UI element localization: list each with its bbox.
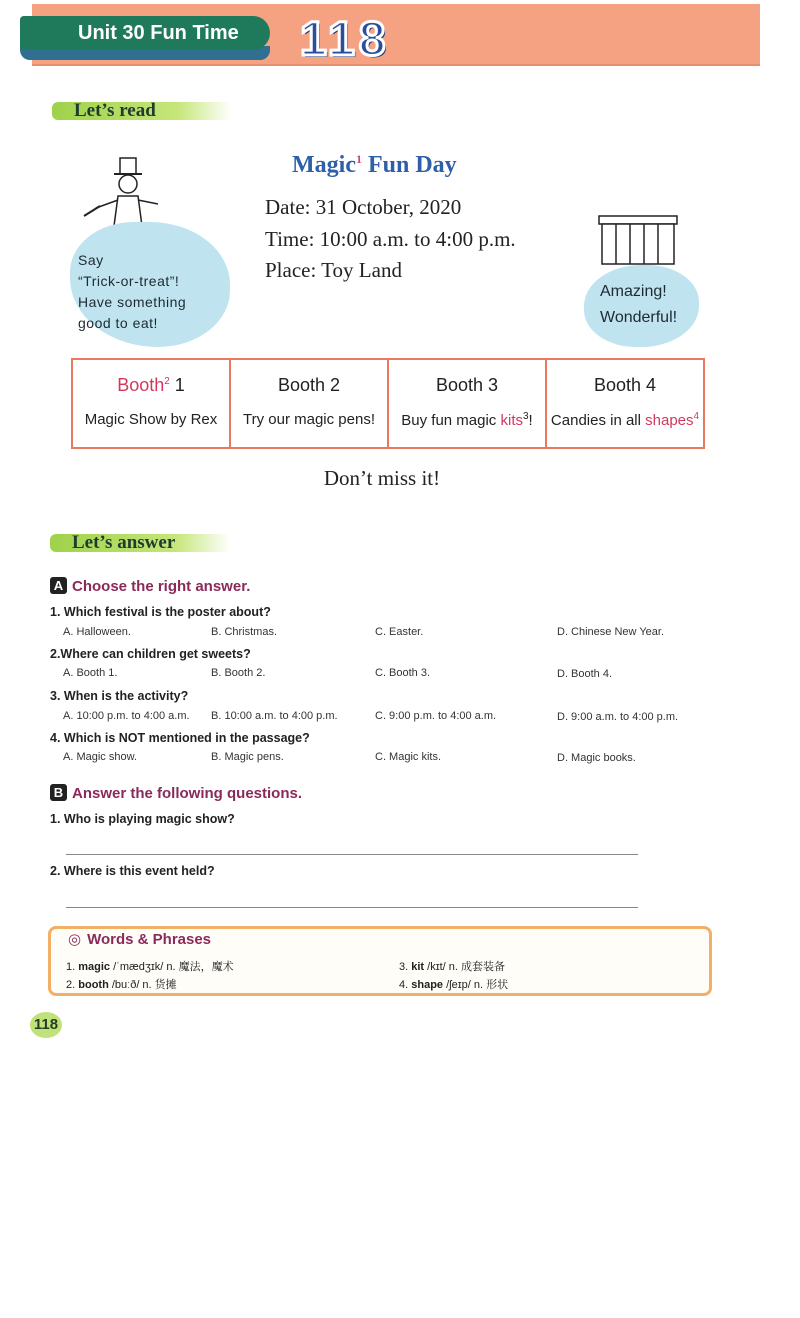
option[interactable]: A. Booth 1. bbox=[63, 667, 118, 679]
option[interactable]: B. Christmas. bbox=[211, 626, 278, 638]
booth-name: Booth 2 bbox=[277, 375, 341, 395]
words-title bbox=[68, 930, 211, 948]
part-a-letter: A bbox=[50, 577, 67, 594]
option[interactable]: C. Booth 3. bbox=[375, 667, 431, 679]
part-b-question-2: 2. Where is this event held? bbox=[50, 864, 215, 878]
word-term: shape bbox=[411, 979, 444, 991]
booth-name: Booth 4 bbox=[593, 375, 657, 395]
poster-title bbox=[292, 152, 457, 179]
word-item-2 bbox=[66, 976, 177, 992]
booth-cell-3 bbox=[389, 360, 547, 447]
lets-answer-label: Let’s answer bbox=[72, 532, 176, 553]
word-def: /ˈmædʒɪk/ n. 魔法，魔术 bbox=[110, 961, 234, 973]
right-bubble-text bbox=[600, 279, 677, 331]
poster-place: Place: Toy Land bbox=[265, 258, 402, 282]
bubble-line: Say bbox=[78, 252, 104, 268]
option[interactable]: A. Halloween. bbox=[63, 626, 131, 638]
booth-cell-2 bbox=[231, 360, 389, 447]
question-2: 2.Where can children get sweets? bbox=[50, 647, 251, 661]
desc-text: Candies in all bbox=[550, 412, 646, 429]
title-magic: Magic bbox=[292, 152, 356, 178]
booth-footnote: 2 bbox=[164, 376, 170, 387]
word-item-1 bbox=[66, 958, 234, 974]
word-num: 2. bbox=[66, 979, 76, 991]
words-title-text: Words & Phrases bbox=[87, 931, 212, 948]
word-def: /buːð/ n. 货摊 bbox=[108, 979, 177, 991]
part-a-text: Choose the right answer. bbox=[72, 578, 251, 595]
word-item-4 bbox=[399, 976, 508, 992]
question-3: 3. When is the activity? bbox=[50, 689, 189, 703]
bubble-line: Amazing! bbox=[600, 283, 667, 300]
option[interactable]: D. 9:00 a.m. to 4:00 p.m. bbox=[557, 711, 679, 723]
title-rest: Fun Day bbox=[361, 152, 457, 178]
booth-desc: Try our magic pens! bbox=[243, 411, 375, 428]
closing-line: Don’t miss it! bbox=[323, 466, 441, 490]
desc-highlight: kits bbox=[500, 412, 523, 429]
word-def: /kɪt/ n. 成套装备 bbox=[424, 961, 506, 973]
word-num: 4. bbox=[399, 979, 409, 991]
answer-line-1[interactable] bbox=[66, 854, 638, 855]
booth-name bbox=[73, 375, 229, 399]
page-number-large: 118 bbox=[300, 13, 390, 66]
desc-text: ! bbox=[528, 412, 533, 429]
bubble-line: good to eat! bbox=[78, 315, 158, 331]
part-b-letter: B bbox=[50, 784, 67, 801]
poster-time: Time: 10:00 a.m. to 4:00 p.m. bbox=[265, 227, 516, 251]
booth-name: Booth 3 bbox=[435, 375, 499, 395]
booth-desc: Magic Show by Rex bbox=[84, 411, 218, 428]
lets-answer-tag bbox=[50, 532, 175, 554]
desc-highlight: shapes bbox=[645, 412, 694, 429]
booth-number: 1 bbox=[169, 375, 185, 395]
bubble-line: Have something bbox=[78, 294, 187, 310]
poster-date: Date: 31 October, 2020 bbox=[265, 195, 462, 219]
word-term: booth bbox=[78, 979, 109, 991]
bubble-line: “Trick-or-treat”! bbox=[78, 273, 180, 289]
part-b-question-1: 1. Who is playing magic show? bbox=[50, 812, 235, 826]
bubble-line: Wonderful! bbox=[600, 309, 678, 326]
word-num: 3. bbox=[399, 961, 409, 973]
title-footnote: 1 bbox=[355, 152, 362, 166]
option[interactable]: A. 10:00 p.m. to 4:00 a.m. bbox=[63, 710, 190, 722]
word-item-3 bbox=[399, 958, 505, 974]
option[interactable]: B. 10:00 a.m. to 4:00 p.m. bbox=[211, 710, 338, 722]
word-term: magic bbox=[78, 961, 111, 973]
option[interactable]: C. Magic kits. bbox=[375, 751, 442, 763]
desc-text: Buy fun magic bbox=[401, 412, 501, 429]
part-b-text: Answer the following questions. bbox=[72, 785, 303, 802]
option[interactable]: D. Magic books. bbox=[557, 752, 636, 764]
unit-title: Unit 30 Fun Time bbox=[20, 16, 270, 50]
question-4: 4. Which is NOT mentioned in the passage? bbox=[50, 731, 310, 745]
lets-read-label: Let’s read bbox=[74, 100, 156, 121]
target-icon: ◎ bbox=[68, 931, 82, 948]
left-bubble-text bbox=[78, 250, 186, 334]
option[interactable]: B. Magic pens. bbox=[211, 751, 284, 763]
booth-desc bbox=[389, 411, 545, 429]
question-1: 1. Which festival is the poster about? bbox=[50, 605, 271, 619]
answer-line-2[interactable] bbox=[66, 907, 638, 908]
booth-cell-1 bbox=[73, 360, 231, 447]
option[interactable]: C. 9:00 p.m. to 4:00 a.m. bbox=[375, 710, 497, 722]
part-a-heading bbox=[50, 577, 250, 595]
option[interactable]: A. Magic show. bbox=[63, 751, 137, 763]
desc-footnote: 4 bbox=[693, 411, 700, 422]
booth-desc bbox=[547, 411, 703, 429]
option[interactable]: B. Booth 2. bbox=[211, 667, 266, 679]
word-def: /ʃeɪp/ n. 形状 bbox=[443, 979, 509, 991]
option[interactable]: D. Chinese New Year. bbox=[557, 626, 665, 638]
booth-table bbox=[71, 358, 705, 449]
booth-cell-4 bbox=[547, 360, 703, 447]
desc-footnote: 3 bbox=[522, 411, 529, 422]
word-num: 1. bbox=[66, 961, 76, 973]
option[interactable]: D. Booth 4. bbox=[557, 668, 613, 680]
page-number-footer: 118 bbox=[30, 1012, 62, 1038]
cage-illustration bbox=[598, 214, 678, 266]
lets-read-tag bbox=[52, 100, 156, 122]
part-b-heading bbox=[50, 784, 302, 802]
word-term: kit bbox=[411, 961, 425, 973]
booth-word: Booth bbox=[117, 375, 165, 395]
option[interactable]: C. Easter. bbox=[375, 626, 424, 638]
